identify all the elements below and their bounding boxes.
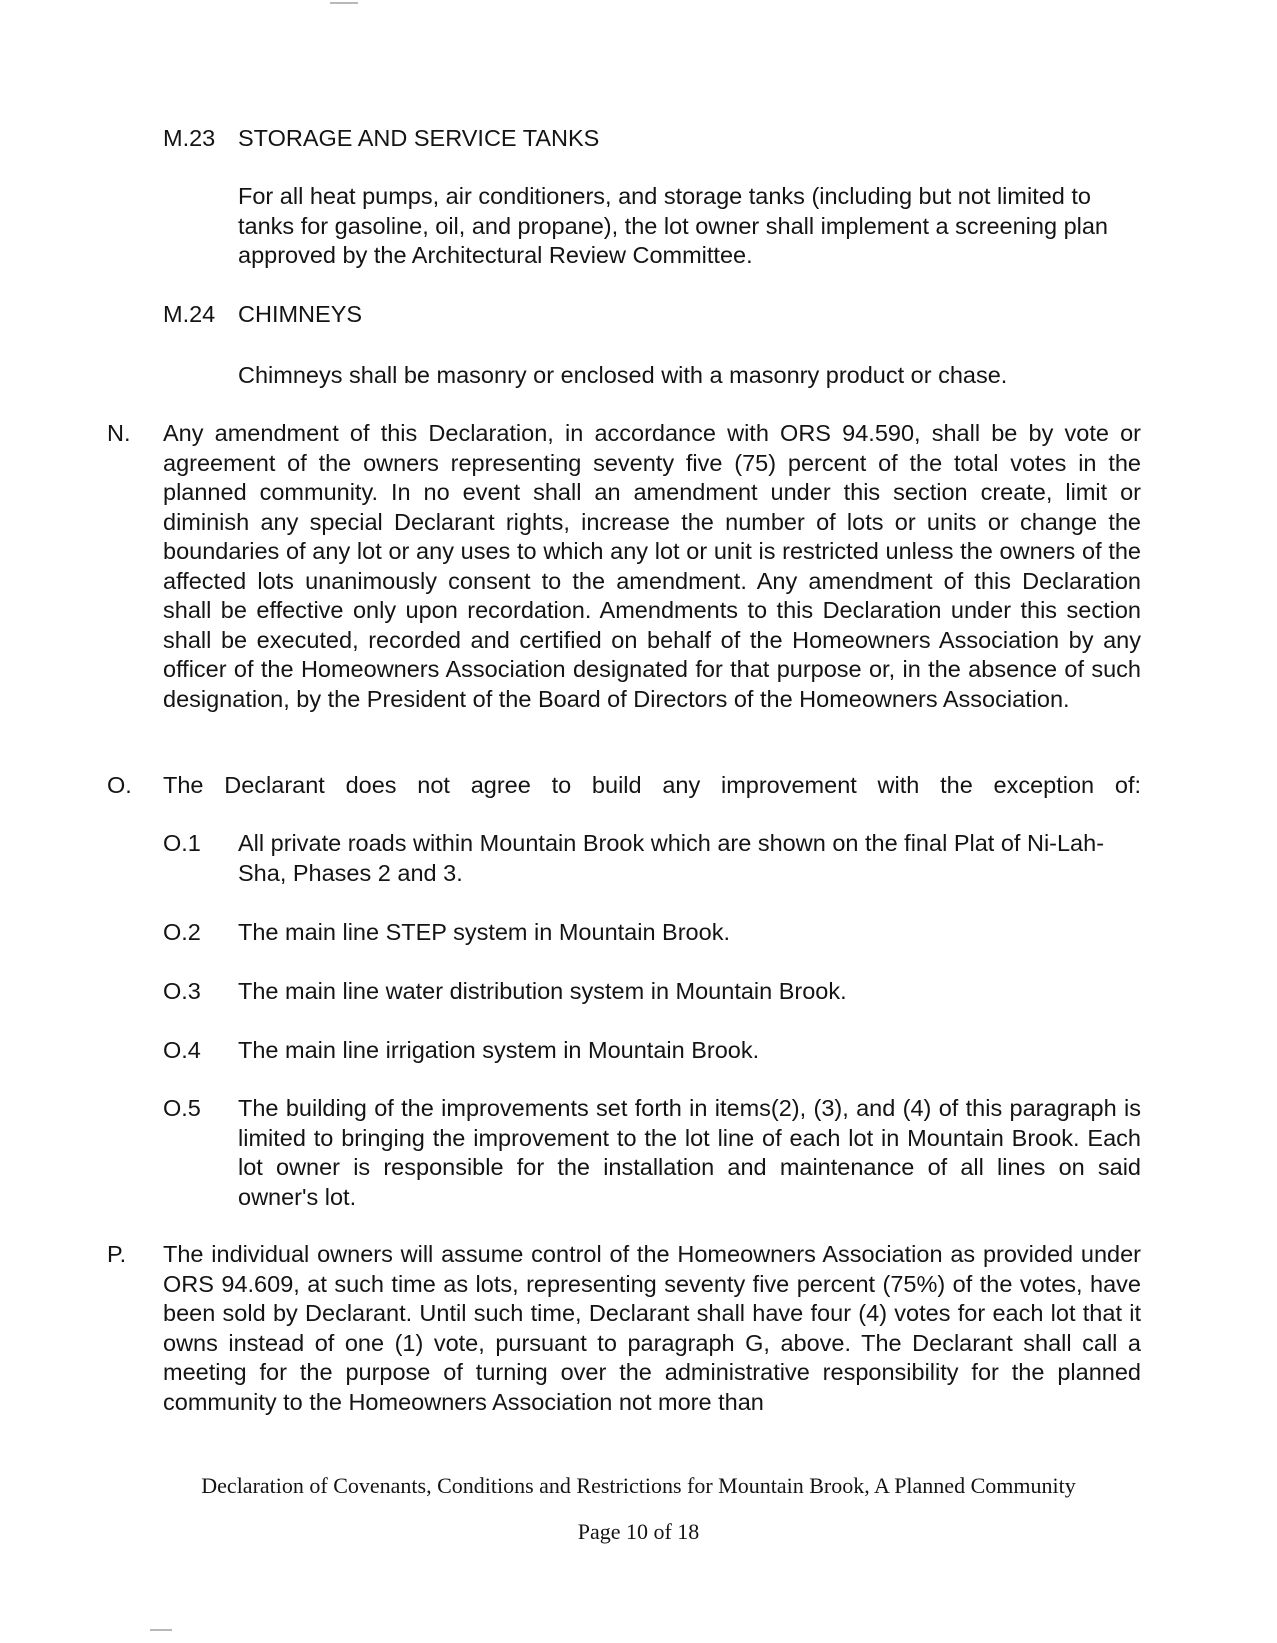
section-m24-heading [163, 300, 362, 330]
section-m24-body: Chimneys shall be masonry or enclosed with a masonry product or chase. [238, 362, 1008, 388]
list-item: The building of the improvements set forth in items(2), (3), and (4) of this paragraph is limited to bringing the improvement to the lot line of each lot in Mountain Brook. Each lot owner is responsible for the installation and maintenance of all lines on said owner's lot. [238, 1095, 1141, 1210]
item-number: O.2 [163, 919, 201, 945]
item-number: O.4 [163, 1037, 201, 1063]
section-o-letter: O. [107, 772, 132, 798]
list-item: The main line water distribution system in Mountain Brook. [238, 978, 847, 1004]
item-number: O.3 [163, 978, 201, 1004]
section-n-body: Any amendment of this Declaration, in accordance with ORS 94.590, shall be by vote or agreement of the owners representing seventy five (75) percent of the total votes in the planned community. In no event shall an amendment under this section create, limit or diminish any special Declarant rights, increase the number of lots or units or change the boundaries of any lot or any uses to which any lot or unit is restricted unless the owners of the affected lots unanimously consent to the amendment. Any amendment of this Declaration shall be effective only upon recordation. Amendments to this Declaration under this section shall be executed, recorded and certified on behalf of the Homeowners Association by any officer of the Homeowners Association designated for that purpose or, in the absence of such designation, by the President of the Board of Directors of the Homeowners Association. [163, 420, 1141, 712]
list-item: The main line irrigation system in Mountain Brook. [238, 1037, 760, 1063]
item-number: O.5 [163, 1095, 201, 1121]
section-m23-heading [163, 124, 599, 154]
section-o-body: The Declarant does not agree to build any improvement with the exception of: [163, 772, 1141, 798]
list-item: All private roads within Mountain Brook which are shown on the final Plat of Ni-Lah-Sha, Phases 2 and 3. [238, 830, 1105, 886]
list-item: The main line STEP system in Mountain Brook. [238, 919, 730, 945]
section-n-letter: N. [107, 420, 131, 446]
section-p-letter: P. [107, 1241, 127, 1267]
footer-document-title: Declaration of Covenants, Conditions and Restrictions for Mountain Brook, A Planned Community [201, 1473, 1076, 1498]
scan-artifact [330, 2, 358, 4]
footer-page-number: Page 10 of 18 [577, 1519, 700, 1544]
section-title: STORAGE AND SERVICE TANKS [238, 125, 600, 151]
section-m23-body: For all heat pumps, air conditioners, and storage tanks (including but not limited to tanks for gasoline, oil, and propane), the lot owner shall implement a screening plan approved by the Architectural Review Committee. [238, 183, 1109, 268]
section-number: M.24 [163, 301, 216, 327]
scan-artifact [150, 1629, 172, 1631]
item-number: O.1 [163, 830, 201, 856]
section-number: M.23 [163, 125, 216, 151]
section-title: CHIMNEYS [238, 301, 363, 327]
section-p-body: The individual owners will assume control of the Homeowners Association as provided under ORS 94.609, at such time as lots, representing seventy five percent (75%) of the votes, have been sold by Declarant. Until such time, Declarant shall have four (4) votes for each lot that it owns instead of one (1) vote, pursuant to paragraph G, above. The Declarant shall call a meeting for the purpose of turning over the administrative responsibility for the planned community to the Homeowners Association not more than [163, 1241, 1141, 1415]
